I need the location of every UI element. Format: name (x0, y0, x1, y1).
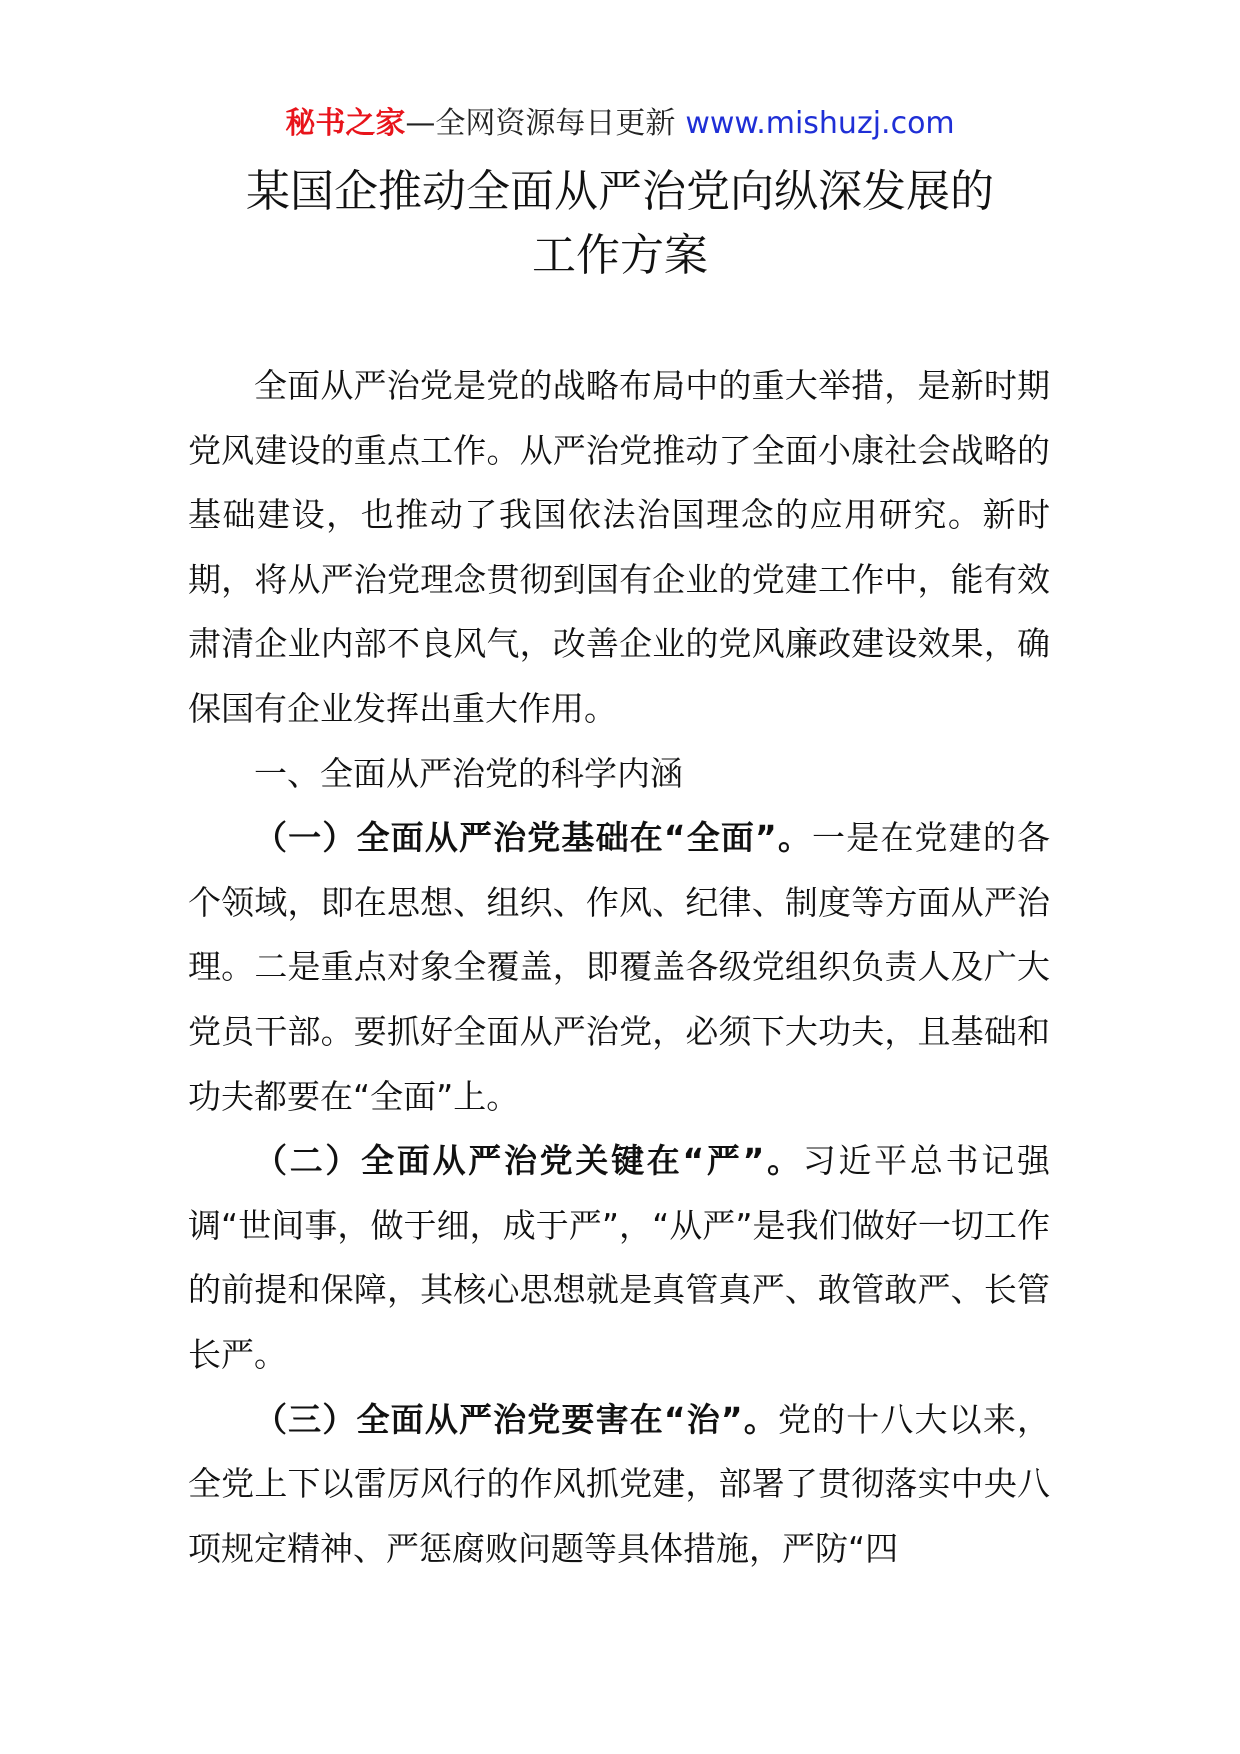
title-line-2: 工作方案 (532, 230, 708, 281)
section-heading: 一、全面从严治党的科学内涵 (254, 753, 683, 793)
brand-name: 秘书之家 (285, 106, 406, 141)
item-text-3: 党的十八大以来，全党上下以雷厉风行的作风抓党建，部署了贯彻落实中央八项规定精神、严惩腐败问题等具体措施，严防“四 (188, 1399, 1050, 1568)
document-title (0, 160, 1240, 288)
site-header (0, 104, 1240, 144)
item-paragraph-3 (188, 1388, 1050, 1582)
item-paragraph-2 (188, 1129, 1050, 1387)
document-body (188, 354, 1050, 1581)
intro-paragraph: 全面从严治党是党的战略布局中的重大举措，是新时期党风建设的重点工作。从严治党推动了全面小康社会战略的基础建设，也推动了我国依法治国理念的应用研究。新时期，将从严治党理念贯彻到国有企业的党建工作中，能有效肃清企业内部不良风气，改善企业的党风廉政建设效果，确保国有企业发挥出重大作用。 (188, 366, 1050, 728)
item-heading-2: （二）全面从严治党关键在“严”。 (254, 1141, 803, 1181)
site-url-link[interactable]: www.mishuzj.com (685, 106, 955, 141)
item-heading-3: （三）全面从严治党要害在“治”。 (254, 1399, 778, 1439)
title-line-1: 某国企推动全面从严治党向纵深发展的 (246, 166, 994, 217)
item-text-1: 一是在党建的各个领域，即在思想、组织、作风、纪律、制度等方面从严治理。二是重点对象全覆盖，即覆盖各级党组织负责人及广大党员干部。要抓好全面从严治党，必须下大功夫，且基础和功夫都要在“全面”上。 (188, 818, 1050, 1116)
item-text-2: 习近平总书记强调“世间事，做于细，成于严”，“从严”是我们做好一切工作的前提和保障，其核心思想就是真管真严、敢管敢严、长管长严。 (188, 1141, 1050, 1374)
item-heading-1: （一）全面从严治党基础在“全面”。 (254, 818, 813, 858)
item-paragraph-1 (188, 806, 1050, 1129)
header-slogan: —全网资源每日更新 (405, 106, 676, 141)
